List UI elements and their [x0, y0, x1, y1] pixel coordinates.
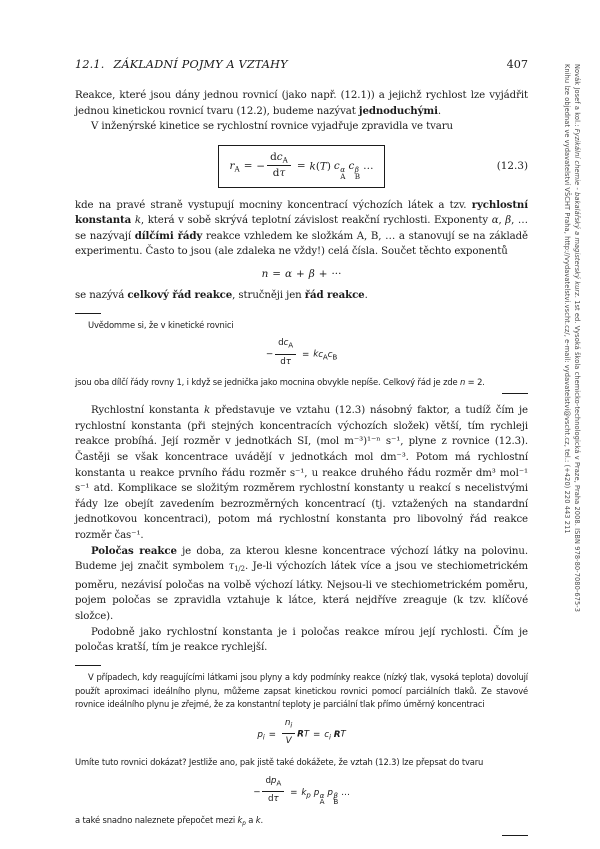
- paragraph: kde na pravé straně vystupují mocniny koncentrací výchozích látek a tzv. rychlostní konstanta k, která v sobě skrývá teplotní závislost reakční rychlosti. Exponenty α, β, … se nazývají dílčími řády reakce vzhledem ke složkám A, B, … a stanovují se na základě experimentu. Často to jsou (ale zdaleka ne vždy!) celá čísla. Součet těchto exponentů: [75, 198, 529, 258]
- paragraph: Uvědomme si, že v kinetické rovnici: [88, 319, 234, 330]
- equation: [75, 145, 528, 188]
- equation: [75, 776, 528, 808]
- equation-number: (12.3): [496, 160, 528, 173]
- citation-authors: Novák Josef a kol.:: [573, 64, 581, 129]
- note-start-rule: [75, 665, 101, 666]
- fraction: $\frac{dp_A}{d\tau}$: [262, 775, 284, 807]
- fraction: $\frac{n_i}{V}$: [282, 717, 295, 749]
- paragraph: Umíte tuto rovnici dokázat? Jestliže ano, pak jistě také dokážete, že vztah (12.3) lze přepsat do tvaru: [75, 757, 484, 768]
- page-number: 407: [506, 58, 528, 71]
- equation: [75, 338, 528, 370]
- page-content: [75, 88, 528, 836]
- order-info-line: Knihu lze objednat ve vydavatelství VŠCHT Praha, http://vydavatelstvi.vscht.cz/, e-mail: vydavatelstvi@vscht.cz, tel.: (+420) 220 443 211: [563, 64, 571, 534]
- fraction: $\frac{dc_A}{d\tau}$: [275, 337, 296, 369]
- paragraph: Podobně jako rychlostní konstanta je i poločas reakce mírou její rychlosti. Čím je poločas kratší, tím je reakce rychlejší.: [75, 626, 528, 654]
- paragraph: se nazývá celkový řád reakce, stručněji jen řád reakce.: [75, 289, 368, 301]
- note-end-rule: [502, 835, 528, 836]
- note-start-rule: [75, 313, 101, 314]
- paragraph: a také snadno naleznete přepočet mezi $k_p$ a k.: [75, 815, 263, 828]
- paragraph: Rychlostní konstanta k představuje ve vztahu (12.3) násobný faktor, a tudíž čím je rychlostní konstanta (při stejných koncentracích výchozích složek) větší, tím rychleji reakce probíhá. Její rozměr v jednotkách SI, (mol m⁻³)¹⁻ⁿ s⁻¹, plyne z rovnice (12.3). Častěji se však koncentrace uvádějí v jednotkách mol dm⁻³. Potom má rychlostní konstanta u reakce prvního řádu rozměr s⁻¹, u reakce druhého řádu rozměr dm³ mol⁻¹ s⁻¹ atd. Komplikace se složitým rozměrem rychlostní konstanty u reakcí s necelistvými řády lze obejít zavedením bezrozměrných koncentrací (tj. vztažených na standardní jednotkovou koncentraci), potom má rychlostní konstanta pro libovolný řád reakce rozměr čas⁻¹.: [75, 405, 528, 542]
- paragraph: V případech, kdy reagujícími látkami jsou plyny a kdy podmínky reakce (nízký tlak, vysoká teplota) dovolují použít aproximaci ideálního plynu, můžeme zapsat kinetickou rovnici pomocí parciálních tlaků. Ze stavové rovnice ideálního plynu je zřejmé, že za konstantní teploty je parciální tlak přímo úměrný koncentraci: [75, 671, 528, 710]
- text-column: [75, 58, 528, 845]
- note-block: [75, 313, 528, 395]
- citation-line: [572, 64, 582, 834]
- running-head: [75, 58, 528, 71]
- paragraph: jsou oba dílčí řády rovny 1, i když se jednička jako mocnina obvykle nepíše. Celkový řád je zde n = 2.: [75, 377, 485, 388]
- paragraph: Poločas reakce je doba, za kterou klesne koncentrace výchozí látky na polovinu. Budeme jej značit symbolem τ1/2. Je-li výchozích látek více a jsou ve stechiometrickém poměru, nezávisí poločas na volbě výchozí látky. Nejsou-li ve stechiometrickém poměru, pojem poločas se zpravidla vztahuje k látce, která nejdříve zreaguje (k tzv. klíčové složce).: [75, 544, 528, 622]
- note-block: [75, 665, 528, 836]
- formula: $p_i$ = $\frac{n_i}{V}$ RT = $c_i$ RT: [257, 718, 345, 750]
- section-title: ZÁKLADNÍ POJMY A VZTAHY: [113, 58, 288, 71]
- formula: n = α + β + ···: [261, 268, 342, 280]
- paragraph: V inženýrské kinetice se rychlostní rovnice vyjadřuje zpravidla ve tvaru: [91, 121, 453, 133]
- boxed-formula: $r_A$ = − $\frac{dc_A}{d\tau}$ = k(T) c α A c β B …: [218, 145, 386, 188]
- formula: − $\frac{dp_A}{d\tau}$ = $k_p$ p α A p β B …: [253, 776, 350, 807]
- section-number: 12.1.: [75, 58, 105, 71]
- formula: − $\frac{dc_A}{d\tau}$ = $kc_Ac_B$: [266, 338, 337, 370]
- section-heading: [75, 58, 288, 71]
- equation: [75, 268, 528, 280]
- citation-publisher: . 1st ed. Vysoká škola chemicko-technologická v Praze, Praha 2008. ISBN 978-80-7080-675-3: [573, 295, 581, 613]
- equation: [75, 718, 528, 750]
- note-end-rule: [502, 393, 528, 394]
- paragraph: Reakce, které jsou dány jednou rovnicí (jako např. (12.1)) a jejichž rychlost lze vyjádřit jednou kinetickou rovnicí tvaru (12.2), budeme nazývat jednoduchými.: [75, 90, 528, 117]
- citation-title: Fyzikální chemie - bakalářský a magisterský kurz: [573, 128, 581, 296]
- fraction: $\frac{dc_A}{d\tau}$: [267, 151, 291, 180]
- edge-citation: [562, 64, 582, 834]
